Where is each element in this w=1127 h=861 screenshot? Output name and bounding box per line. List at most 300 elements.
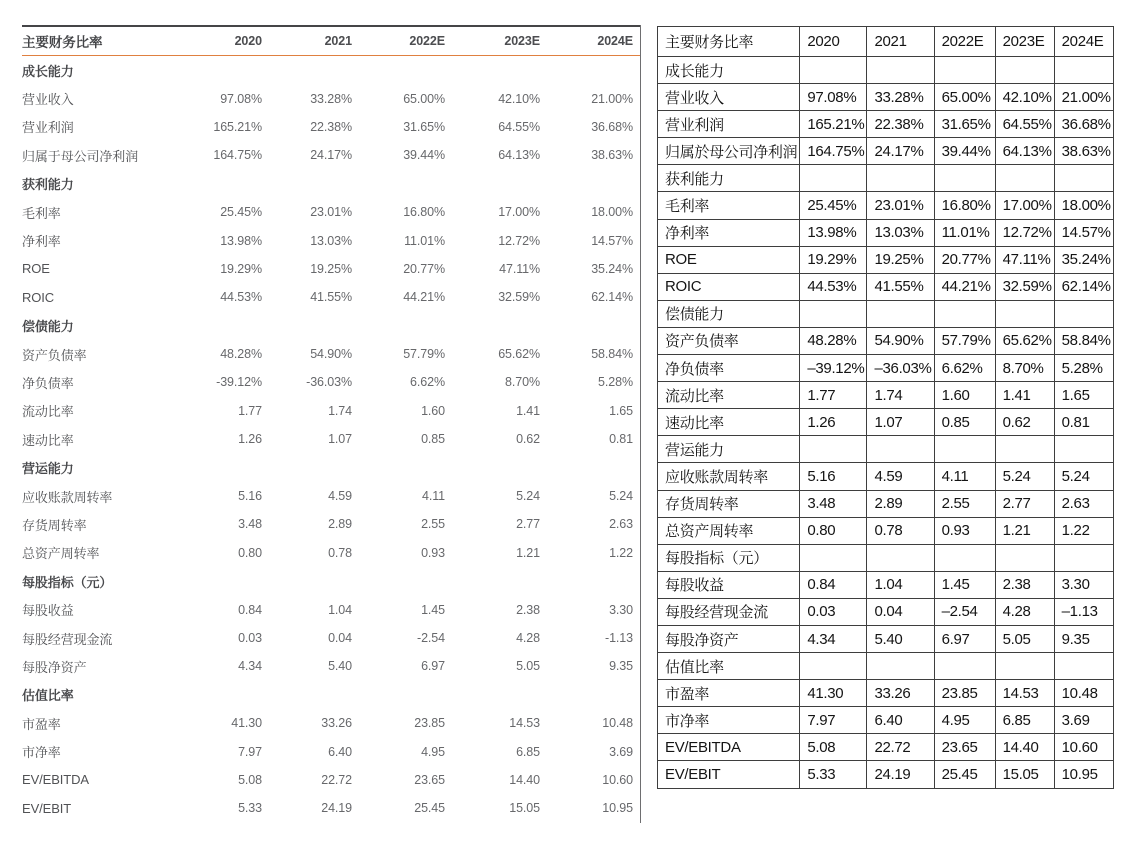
value-cell: 6.62%: [410, 375, 445, 390]
value-cell: [800, 57, 867, 84]
value-cell: 5.40: [867, 625, 934, 652]
table-row: [22, 482, 640, 510]
table-row: [22, 113, 640, 141]
table-row: [22, 226, 640, 254]
section-row: [658, 57, 1114, 84]
value-cell: 20.77%: [403, 261, 445, 276]
value-cell: 10.48: [602, 716, 633, 731]
value-cell: 36.68%: [1054, 111, 1113, 138]
value-cell: 25.45%: [800, 192, 867, 219]
row-label-cell: 归属于母公司净利润: [22, 148, 139, 164]
value-cell: 5.05: [995, 625, 1054, 652]
row-label-cell: 速动比率: [22, 432, 74, 448]
value-cell: 3.48: [800, 490, 867, 517]
value-cell: 6.85: [516, 744, 540, 759]
value-cell: 64.55%: [498, 119, 540, 134]
value-cell: [352, 681, 445, 709]
value-cell: 1.77: [238, 403, 262, 418]
value-cell: [445, 681, 540, 709]
table-row: [22, 84, 640, 112]
table-row: [658, 111, 1114, 138]
table-row: [658, 463, 1114, 490]
value-cell: [1054, 653, 1113, 680]
value-cell: [867, 544, 934, 571]
value-cell: 1.45: [421, 602, 445, 617]
value-cell: 14.40: [995, 734, 1054, 761]
value-cell: [540, 170, 640, 198]
table-row: [22, 794, 640, 822]
row-label-cell: 速动比率: [658, 409, 800, 436]
left-table-right-rule: [640, 25, 641, 823]
value-cell: 0.81: [1054, 409, 1113, 436]
value-cell: [445, 170, 540, 198]
value-cell: 25.45: [934, 761, 995, 788]
table-row: [22, 510, 640, 538]
value-cell: 0.93: [934, 517, 995, 544]
value-cell: 10.60: [602, 772, 633, 787]
value-cell: 0.03: [800, 598, 867, 625]
value-cell: 48.28%: [220, 347, 262, 362]
value-cell: 1.41: [995, 382, 1054, 409]
value-cell: 31.65%: [403, 119, 445, 134]
row-label-cell: 营业利润: [658, 111, 800, 138]
row-label-cell: 流动比率: [22, 404, 74, 420]
value-cell: 47.11%: [499, 261, 540, 276]
row-label-cell: ROIC: [22, 289, 55, 305]
row-label-cell: 资产负债率: [22, 347, 87, 363]
value-cell: [800, 300, 867, 327]
row-label-cell: 每股指标（元）: [658, 544, 800, 571]
value-cell: 24.19: [867, 761, 934, 788]
row-label-cell: 市净率: [22, 745, 61, 761]
value-cell: 3.30: [609, 602, 633, 617]
table-row: [658, 382, 1114, 409]
value-cell: 2.77: [516, 517, 540, 532]
row-label-cell: 营运能力: [658, 436, 800, 463]
section-row: [658, 165, 1114, 192]
value-cell: [352, 453, 445, 481]
value-cell: 23.01%: [310, 205, 352, 220]
value-cell: [934, 436, 995, 463]
value-cell: 0.62: [995, 409, 1054, 436]
value-cell: 0.84: [238, 602, 262, 617]
value-cell: 0.93: [421, 545, 445, 560]
value-cell: 1.04: [328, 602, 352, 617]
table-title-cell: 主要财务比率: [22, 26, 198, 56]
value-cell: 2.55: [934, 490, 995, 517]
value-cell: 5.24: [995, 463, 1054, 490]
value-cell: [800, 544, 867, 571]
value-cell: 62.14%: [591, 290, 633, 305]
value-cell: 12.72%: [498, 233, 540, 248]
right-table-body: [658, 27, 1114, 789]
year-header-cell: 2021: [262, 26, 352, 56]
value-cell: 5.08: [238, 772, 262, 787]
row-label-cell: 营业收入: [658, 84, 800, 111]
value-cell: 1.45: [934, 571, 995, 598]
value-cell: 58.84%: [591, 347, 633, 362]
value-cell: 4.34: [238, 659, 262, 674]
row-label-cell: 应收账款周转率: [658, 463, 800, 490]
value-cell: 23.85: [414, 716, 445, 731]
row-label-cell: ROE: [658, 246, 800, 273]
value-cell: 97.08%: [800, 84, 867, 111]
table-row: [658, 761, 1114, 788]
value-cell: 0.04: [328, 631, 352, 645]
value-cell: 36.68%: [591, 119, 633, 134]
value-cell: [445, 567, 540, 595]
row-label-cell: EV/EBIT: [22, 800, 72, 816]
value-cell: 23.01%: [867, 192, 934, 219]
value-cell: 10.60: [1054, 734, 1113, 761]
value-cell: 5.16: [238, 489, 262, 504]
value-cell: 1.26: [800, 409, 867, 436]
value-cell: 97.08%: [220, 91, 262, 106]
table-row: [22, 766, 640, 794]
value-cell: 4.11: [934, 463, 995, 490]
value-cell: 1.74: [328, 403, 352, 418]
table-row: [22, 425, 640, 453]
year-header-cell: 2020: [198, 26, 262, 56]
value-cell: [1054, 436, 1113, 463]
row-label-cell: ROE: [22, 261, 50, 277]
value-cell: 6.85: [995, 707, 1054, 734]
value-cell: 0.85: [421, 432, 445, 447]
value-cell: 4.95: [934, 707, 995, 734]
value-cell: –1.13: [1054, 598, 1113, 625]
row-label-cell: 每股经营现金流: [22, 631, 113, 647]
table-row: [658, 246, 1114, 273]
value-cell: 2.63: [609, 517, 633, 532]
row-label-cell: EV/EBITDA: [22, 772, 90, 788]
section-row: [658, 300, 1114, 327]
value-cell: 20.77%: [934, 246, 995, 273]
value-cell: 1.41: [516, 403, 540, 418]
table-row: [658, 219, 1114, 246]
left-table-body: [22, 26, 640, 823]
table-row: [22, 595, 640, 623]
value-cell: 2.38: [995, 571, 1054, 598]
row-label-cell: 每股指标（元）: [22, 574, 113, 590]
value-cell: 18.00%: [1054, 192, 1113, 219]
value-cell: 38.63%: [1054, 138, 1113, 165]
value-cell: 19.29%: [220, 261, 262, 276]
value-cell: 5.24: [516, 489, 540, 504]
value-cell: 13.03%: [310, 233, 352, 248]
value-cell: 4.11: [421, 489, 445, 504]
row-label-cell: 估值比率: [658, 653, 800, 680]
row-label-cell: 每股净资产: [658, 625, 800, 652]
value-cell: 6.40: [867, 707, 934, 734]
value-cell: [445, 312, 540, 340]
value-cell: [262, 170, 352, 198]
value-cell: 16.80%: [934, 192, 995, 219]
row-label-cell: 获利能力: [658, 165, 800, 192]
value-cell: 5.28%: [1054, 355, 1113, 382]
value-cell: [352, 312, 445, 340]
value-cell: 15.05: [509, 801, 540, 816]
value-cell: 24.19: [321, 801, 352, 816]
value-cell: 6.97: [934, 625, 995, 652]
value-cell: 5.24: [1054, 463, 1113, 490]
value-cell: 11.01%: [934, 219, 995, 246]
table-row: [658, 490, 1114, 517]
value-cell: 16.80%: [403, 205, 445, 220]
value-cell: [198, 170, 262, 198]
value-cell: 8.70%: [995, 355, 1054, 382]
value-cell: 57.79%: [403, 347, 445, 362]
value-cell: 0.85: [934, 409, 995, 436]
value-cell: [540, 453, 640, 481]
value-cell: 35.24%: [1054, 246, 1113, 273]
row-label-cell: 流动比率: [658, 382, 800, 409]
value-cell: 3.30: [1054, 571, 1113, 598]
value-cell: 31.65%: [934, 111, 995, 138]
value-cell: 41.30: [231, 716, 262, 731]
table-row: [658, 273, 1114, 300]
table-row: [658, 327, 1114, 354]
value-cell: 39.44%: [403, 148, 445, 163]
value-cell: [352, 567, 445, 595]
value-cell: 2.55: [421, 517, 445, 532]
row-label-cell: 每股经营现金流: [658, 598, 800, 625]
value-cell: 8.70%: [505, 375, 540, 390]
value-cell: 58.84%: [1054, 327, 1113, 354]
value-cell: [262, 567, 352, 595]
value-cell: 47.11%: [995, 246, 1054, 273]
table-row: [658, 598, 1114, 625]
value-cell: [198, 681, 262, 709]
header-row: [22, 26, 640, 56]
row-label-cell: 营业收入: [22, 92, 74, 108]
row-label-cell: 成长能力: [22, 63, 74, 79]
row-label-cell: 每股收益: [658, 571, 800, 598]
value-cell: 0.80: [800, 517, 867, 544]
value-cell: [445, 453, 540, 481]
value-cell: 41.30: [800, 680, 867, 707]
row-label-cell: ROIC: [658, 273, 800, 300]
value-cell: 44.21%: [934, 273, 995, 300]
value-cell: 22.38%: [867, 111, 934, 138]
value-cell: 5.33: [800, 761, 867, 788]
value-cell: [995, 436, 1054, 463]
value-cell: 3.69: [609, 744, 633, 759]
value-cell: 4.95: [421, 744, 445, 759]
value-cell: -2.54: [417, 631, 445, 645]
value-cell: 23.65: [934, 734, 995, 761]
value-cell: 19.25%: [310, 261, 352, 276]
value-cell: 13.98%: [220, 233, 262, 248]
value-cell: 42.10%: [995, 84, 1054, 111]
value-cell: 10.95: [1054, 761, 1113, 788]
value-cell: 11.01%: [404, 233, 445, 248]
value-cell: 65.62%: [498, 347, 540, 362]
value-cell: 33.26: [867, 680, 934, 707]
value-cell: 6.97: [421, 659, 445, 674]
value-cell: 0.62: [516, 432, 540, 447]
value-cell: 22.72: [867, 734, 934, 761]
value-cell: 41.55%: [867, 273, 934, 300]
value-cell: [1054, 544, 1113, 571]
row-label-cell: 存货周转率: [22, 517, 87, 533]
table-row: [22, 198, 640, 226]
value-cell: 4.34: [800, 625, 867, 652]
year-header-cell: 2022E: [934, 27, 995, 57]
value-cell: [262, 56, 352, 85]
section-row: [22, 567, 640, 595]
value-cell: 14.57%: [1054, 219, 1113, 246]
value-cell: 24.17%: [867, 138, 934, 165]
value-cell: 9.35: [609, 659, 633, 674]
row-label-cell: 成长能力: [658, 57, 800, 84]
table-row: [22, 368, 640, 396]
value-cell: 2.63: [1054, 490, 1113, 517]
value-cell: [198, 56, 262, 85]
value-cell: 32.59%: [498, 290, 540, 305]
value-cell: [934, 653, 995, 680]
value-cell: 10.48: [1054, 680, 1113, 707]
value-cell: 17.00%: [995, 192, 1054, 219]
value-cell: 14.57%: [591, 233, 633, 248]
value-cell: 164.75%: [800, 138, 867, 165]
value-cell: 1.26: [238, 432, 262, 447]
value-cell: [352, 56, 445, 85]
value-cell: 0.80: [238, 545, 262, 560]
report-financial-ratios-table: [22, 25, 640, 823]
value-cell: 64.55%: [995, 111, 1054, 138]
value-cell: [800, 436, 867, 463]
table-row: [22, 255, 640, 283]
value-cell: 5.40: [328, 659, 352, 674]
value-cell: –2.54: [934, 598, 995, 625]
value-cell: [352, 170, 445, 198]
row-label-cell: 应收账款周转率: [22, 489, 113, 505]
value-cell: 17.00%: [498, 205, 540, 220]
value-cell: 1.60: [421, 403, 445, 418]
value-cell: [262, 312, 352, 340]
value-cell: [1054, 300, 1113, 327]
section-row: [658, 544, 1114, 571]
row-label-cell: 存货周转率: [658, 490, 800, 517]
value-cell: [934, 57, 995, 84]
value-cell: [262, 453, 352, 481]
value-cell: 24.17%: [310, 148, 352, 163]
value-cell: 44.53%: [800, 273, 867, 300]
row-label-cell: 估值比率: [22, 688, 74, 704]
row-label-cell: 总资产周转率: [22, 546, 100, 562]
value-cell: 1.60: [934, 382, 995, 409]
value-cell: 44.21%: [403, 290, 445, 305]
value-cell: 54.90%: [310, 347, 352, 362]
value-cell: 14.53: [995, 680, 1054, 707]
value-cell: 54.90%: [867, 327, 934, 354]
table-row: [22, 539, 640, 567]
row-label-cell: 净负债率: [658, 355, 800, 382]
value-cell: [198, 453, 262, 481]
value-cell: [540, 681, 640, 709]
row-label-cell: 净利率: [22, 234, 61, 250]
value-cell: 62.14%: [1054, 273, 1113, 300]
value-cell: [867, 57, 934, 84]
value-cell: 19.25%: [867, 246, 934, 273]
section-row: [22, 56, 640, 85]
value-cell: 25.45%: [220, 205, 262, 220]
value-cell: 13.98%: [800, 219, 867, 246]
value-cell: 57.79%: [934, 327, 995, 354]
value-cell: [198, 567, 262, 595]
value-cell: -1.13: [605, 631, 633, 645]
row-label-cell: EV/EBITDA: [658, 734, 800, 761]
value-cell: 1.65: [609, 403, 633, 418]
value-cell: 21.00%: [591, 91, 633, 106]
value-cell: 2.77: [995, 490, 1054, 517]
row-label-cell: 资产负债率: [658, 327, 800, 354]
value-cell: 38.63%: [591, 148, 633, 163]
value-cell: 2.38: [516, 602, 540, 617]
value-cell: 10.95: [602, 801, 633, 816]
value-cell: -39.12%: [216, 375, 262, 390]
year-header-cell: 2023E: [995, 27, 1054, 57]
value-cell: 23.85: [934, 680, 995, 707]
value-cell: 22.38%: [310, 119, 352, 134]
value-cell: [540, 567, 640, 595]
row-label-cell: 毛利率: [22, 205, 61, 221]
value-cell: 4.59: [867, 463, 934, 490]
value-cell: 4.28: [516, 631, 540, 645]
value-cell: 0.03: [238, 631, 262, 645]
table-row: [658, 192, 1114, 219]
value-cell: [445, 56, 540, 85]
value-cell: [995, 165, 1054, 192]
value-cell: 22.72: [321, 772, 352, 787]
table-row: [22, 737, 640, 765]
value-cell: 1.74: [867, 382, 934, 409]
value-cell: 44.53%: [220, 290, 262, 305]
value-cell: 1.21: [516, 545, 540, 560]
value-cell: –39.12%: [800, 355, 867, 382]
value-cell: [995, 544, 1054, 571]
year-header-cell: 2021: [867, 27, 934, 57]
grid-financial-table: [657, 26, 1114, 789]
value-cell: 15.05: [995, 761, 1054, 788]
value-cell: [867, 436, 934, 463]
section-row: [22, 312, 640, 340]
value-cell: 2.89: [328, 517, 352, 532]
value-cell: 14.53: [509, 716, 540, 731]
value-cell: 48.28%: [800, 327, 867, 354]
row-label-cell: EV/EBIT: [658, 761, 800, 788]
value-cell: [198, 312, 262, 340]
value-cell: 35.24%: [591, 261, 633, 276]
value-cell: 18.00%: [591, 205, 633, 220]
header-row: [658, 27, 1114, 57]
value-cell: [1054, 165, 1113, 192]
table-row: [658, 680, 1114, 707]
value-cell: 19.29%: [800, 246, 867, 273]
value-cell: [995, 57, 1054, 84]
value-cell: 0.84: [800, 571, 867, 598]
table-row: [658, 625, 1114, 652]
value-cell: 32.59%: [995, 273, 1054, 300]
table-row: [658, 409, 1114, 436]
row-label-cell: 偿债能力: [658, 300, 800, 327]
value-cell: 5.28%: [598, 375, 633, 390]
row-label-cell: 每股收益: [22, 603, 74, 619]
value-cell: [540, 312, 640, 340]
row-label-cell: 营业利润: [22, 120, 74, 136]
value-cell: 33.26: [321, 716, 352, 731]
year-header-cell: 2022E: [352, 26, 445, 56]
